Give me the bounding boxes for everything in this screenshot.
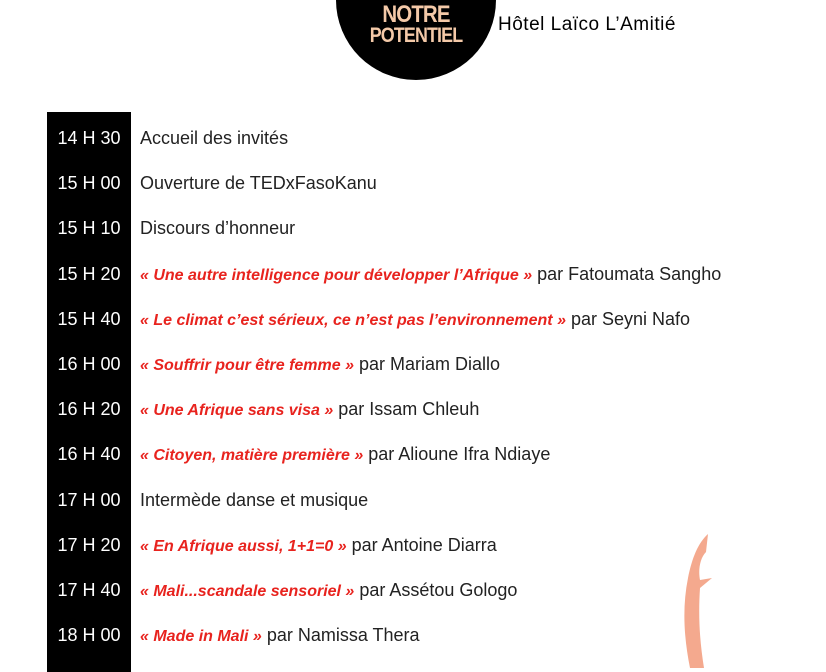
schedule-activity: Intermède danse et musique xyxy=(140,489,369,510)
talk-title: « Citoyen, matière première » xyxy=(140,447,364,465)
talk-speaker: par Fatoumata Sangho xyxy=(532,263,722,284)
schedule-row xyxy=(47,206,826,251)
schedule-description xyxy=(131,264,721,285)
talk-title: « Le climat c’est sérieux, ce n’est pas l’environnement » xyxy=(140,311,566,329)
talk-speaker: par Antoine Diarra xyxy=(346,534,497,555)
schedule-description xyxy=(131,218,295,239)
schedule-description xyxy=(131,444,550,465)
talk-speaker: par Mariam Diallo xyxy=(353,354,501,375)
schedule-row xyxy=(47,387,826,432)
schedule-row xyxy=(47,342,826,387)
schedule-time: 16 H 20 xyxy=(57,399,121,420)
schedule-row xyxy=(47,116,826,161)
venue-name: Hôtel Laïco L’Amitié xyxy=(498,14,676,35)
talk-speaker: par Issam Chleuh xyxy=(333,399,480,420)
schedule-time: 18 H 00 xyxy=(57,625,121,646)
schedule-time: 16 H 40 xyxy=(57,444,121,465)
schedule-description xyxy=(131,399,479,420)
schedule-description xyxy=(131,309,690,330)
schedule-activity: Accueil des invités xyxy=(140,128,289,149)
schedule-row xyxy=(47,432,826,477)
logo-text-line1: NOTRE xyxy=(382,1,450,28)
schedule-time: 17 H 00 xyxy=(57,489,121,510)
schedule-description xyxy=(131,580,517,601)
schedule-description xyxy=(131,535,497,556)
talk-title: « Souffrir pour être femme » xyxy=(140,357,354,375)
talk-speaker: par Assétou Gologo xyxy=(354,579,518,600)
talk-speaker: par Alioune Ifra Ndiaye xyxy=(363,444,551,465)
logo-text-line2: POTENTIEL xyxy=(369,24,463,47)
event-logo xyxy=(336,0,496,80)
schedule-time: 15 H 40 xyxy=(57,308,121,329)
schedule-time: 17 H 40 xyxy=(57,579,121,600)
schedule-row xyxy=(47,297,826,342)
talk-speaker: par Seyni Nafo xyxy=(565,308,691,329)
talk-title: « Une autre intelligence pour développer l’Afrique » xyxy=(140,266,533,284)
talk-title: « Made in Mali » xyxy=(140,628,262,646)
schedule-time: 14 H 30 xyxy=(57,128,121,149)
talk-speaker: par Namissa Thera xyxy=(261,625,420,646)
talk-title: « Mali...scandale sensoriel » xyxy=(140,582,355,600)
schedule-row xyxy=(47,161,826,206)
schedule-description xyxy=(131,625,420,646)
schedule-time: 15 H 20 xyxy=(57,263,121,284)
schedule-activity: Discours d’honneur xyxy=(140,218,296,239)
schedule-activity: Ouverture de TEDxFasoKanu xyxy=(140,173,377,194)
schedule-row xyxy=(47,252,826,297)
schedule-description xyxy=(131,173,377,194)
schedule-time: 15 H 00 xyxy=(57,173,121,194)
schedule-row xyxy=(47,478,826,523)
schedule-time: 16 H 00 xyxy=(57,354,121,375)
schedule-time: 15 H 10 xyxy=(57,218,121,239)
schedule-time: 17 H 20 xyxy=(57,534,121,555)
schedule-description xyxy=(131,128,288,149)
talk-title: « En Afrique aussi, 1+1=0 » xyxy=(140,537,347,555)
schedule-description xyxy=(131,490,368,511)
decorative-brush-mark xyxy=(660,528,720,668)
schedule-description xyxy=(131,354,500,375)
talk-title: « Une Afrique sans visa » xyxy=(140,402,334,420)
